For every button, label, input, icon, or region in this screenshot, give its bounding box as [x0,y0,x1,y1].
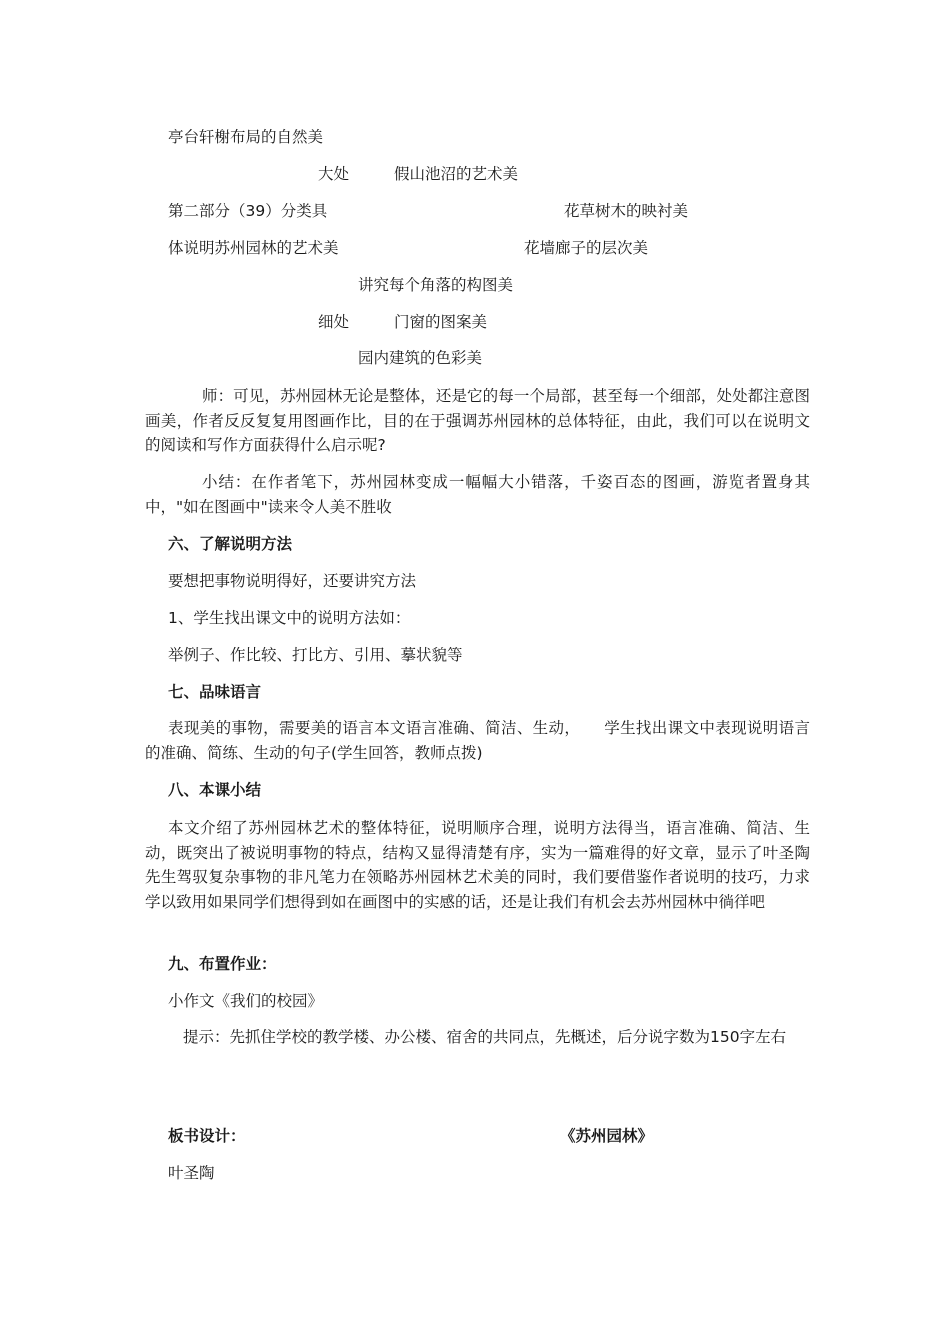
board-title: 《苏州园林》 [560,1127,654,1145]
board-design-label: 板书设计： [168,1127,246,1145]
outline-detail-label: 细处 [318,313,350,331]
section-9-tip: 提示：先抓住学校的教学楼、办公楼、宿舍的共同点，先概述，后分说字数为150字左右 [183,1028,787,1046]
outline-line-1: 亭台轩榭布局的自然美 [168,128,324,146]
section-6-text-2: 1、学生找出课文中的说明方法如： [168,609,411,627]
section-6-text-1: 要想把事物说明得好，还要讲究方法 [168,572,417,590]
section-7-heading: 七、品味语言 [168,683,262,701]
summary-paragraph: 小结：在作者笔下，苏州园林变成一幅幅大小错落，千姿百态的图画，游览者置身其中，"如在图画中"读来令人美不胜收 [145,473,810,516]
outline-item-windows: 门窗的图案美 [394,313,488,331]
outline-item-colors: 园内建筑的色彩美 [358,349,483,367]
teacher-paragraph: 师：可见，苏州园林无论是整体，还是它的每一个局部，甚至每一个细部，处处都注意图画美，作者反反复复用图画作比，目的在于强调苏州园林的总体特征，由此，我们可以在说明文的阅读和写作方面获得什么启示呢? [145,387,810,454]
section-9-assignment: 小作文《我们的校园》 [168,992,324,1010]
outline-item-walls: 花墙廊子的层次美 [524,239,649,257]
outline-major-label: 大处 [318,165,350,183]
outline-major-item-1: 假山池沼的艺术美 [394,165,519,183]
section-9-heading: 九、布置作业： [168,955,277,973]
outline-part-two-label: 第二部分（39）分类具 [168,202,328,220]
section-7-paragraph: 表现美的事物，需要美的语言本文语言准确、简洁、生动， 学生找出课文中表现说明语言的准确、简练、生动的句子(学生回答，教师点拨) [145,719,810,762]
outline-item-composition: 讲究每个角落的构图美 [358,276,514,294]
section-6-heading: 六、了解说明方法 [168,535,293,553]
outline-part-two-desc: 体说明苏州园林的艺术美 [168,239,339,257]
section-6-text-3: 举例子、作比较、打比方、引用、摹状貌等 [168,646,463,664]
board-author: 叶圣陶 [168,1164,215,1182]
section-8-heading: 八、本课小结 [168,781,262,799]
outline-item-flowers: 花草树木的映衬美 [564,202,689,220]
section-8-paragraph: 本文介绍了苏州园林艺术的整体特征，说明顺序合理，说明方法得当，语言准确、简洁、生动，既突出了被说明事物的特点，结构又显得清楚有序，实为一篇难得的好文章，显示了叶圣陶先生驾驭复杂事物的非凡笔力在领略苏州园林艺术美的同时，我们要借鉴作者说明的技巧，力求学以致用如果同学们想得到如在画图中的实感的话，还是让我们有机会去苏州园林中徜徉吧 [145,819,810,911]
